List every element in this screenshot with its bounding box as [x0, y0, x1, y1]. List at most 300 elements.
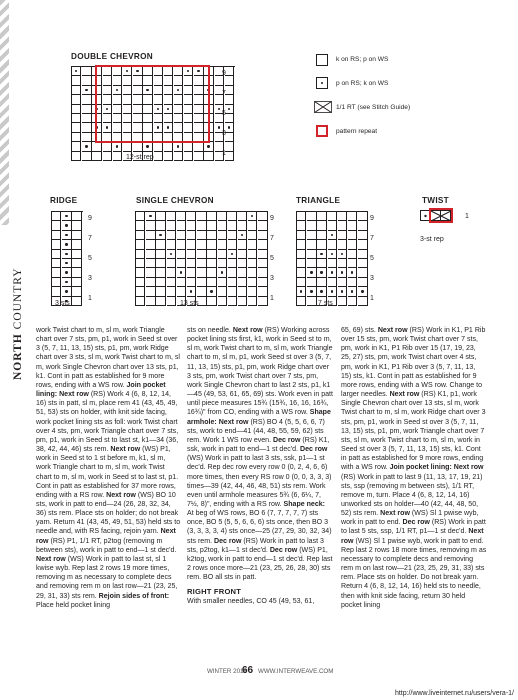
- chart-cell: [248, 268, 257, 277]
- chart-cell: [225, 152, 234, 161]
- chart-cell: [72, 287, 81, 296]
- chart-cell: [238, 250, 247, 259]
- chart-cell: [156, 287, 165, 296]
- chart-cell: [358, 259, 367, 268]
- text-run: 65, 69) sts.: [341, 327, 378, 334]
- chart-cell: [238, 278, 247, 287]
- chart-cell: [338, 250, 347, 259]
- chart-cell: [248, 221, 257, 230]
- chart-cell: [146, 240, 155, 249]
- chart-cell: [197, 287, 206, 296]
- chart-cell: [358, 221, 367, 230]
- chart-cell: [167, 240, 176, 249]
- chart-cell: [177, 250, 186, 259]
- chart-cell: [238, 240, 247, 249]
- chart-cell: [187, 259, 196, 268]
- chart-cell: [156, 212, 165, 221]
- text-run: Place held pocket lining: [36, 601, 111, 609]
- chart-cell: [136, 212, 145, 221]
- chart-cell: [113, 142, 122, 151]
- chart-cell: [238, 287, 247, 296]
- chart-cell: [156, 297, 165, 306]
- row-number: 5: [222, 110, 226, 117]
- chart-cell: [348, 268, 357, 277]
- chart-cell: [62, 212, 71, 221]
- chart-cell: [82, 133, 91, 142]
- chart-cell: [154, 152, 163, 161]
- row-number: 1: [88, 295, 92, 302]
- chart-cell: [167, 278, 176, 287]
- chart-cell: [174, 142, 183, 151]
- chart-cell: [197, 212, 206, 221]
- chart-cell: [72, 278, 81, 287]
- chart-cell: [358, 297, 367, 306]
- chart-cell: [317, 250, 326, 259]
- text-column-1: [36, 326, 182, 610]
- text-run: Next row: [36, 528, 176, 545]
- chart-cell: [194, 142, 203, 151]
- chart-cell: [228, 287, 237, 296]
- chart-cell: [82, 67, 91, 76]
- double-chevron-caption: 12-st rep: [126, 154, 154, 161]
- chart-cell: [228, 259, 237, 268]
- chart-cell: [187, 287, 196, 296]
- chart-cell: [248, 231, 257, 240]
- chart-cell: [72, 133, 81, 142]
- chart-cell: [72, 250, 81, 259]
- chart-cell: [72, 76, 81, 85]
- chart-cell: [317, 212, 326, 221]
- chart-cell: [187, 240, 196, 249]
- chart-cell: [62, 287, 71, 296]
- chart-cell: [154, 142, 163, 151]
- row-number: 1: [222, 150, 226, 157]
- chart-cell: [248, 259, 257, 268]
- chart-cell: [348, 221, 357, 230]
- chart-cell: [328, 212, 337, 221]
- chart-cell: [248, 212, 257, 221]
- chart-cell: [348, 212, 357, 221]
- chart-cell: [207, 287, 216, 296]
- chart-cell: [218, 231, 227, 240]
- text-run: Rejoin sides of front:: [98, 592, 170, 600]
- chart-cell: [62, 221, 71, 230]
- text-run: Join pocket lining: Next row: [389, 464, 484, 472]
- chart-cell: [207, 297, 216, 306]
- chart-cell: [82, 152, 91, 161]
- chart-cell: [248, 278, 257, 287]
- chart-cell: [156, 221, 165, 230]
- chart-cell: [297, 250, 306, 259]
- right-twist-icon: [314, 101, 332, 113]
- text-run: (RS) BO 4 (5, 5, 6, 6, 7) sts, work to end—41 (44, 48, 55, 59, 62) sts rem. Work 1 WS row even.: [187, 418, 325, 444]
- chart-cell: [207, 278, 216, 287]
- chart-cell: [297, 221, 306, 230]
- chart-cell: [307, 297, 316, 306]
- chart-cell: [197, 250, 206, 259]
- chart-cell: [207, 212, 216, 221]
- row-number: 5: [370, 255, 374, 262]
- chart-cell: [204, 142, 213, 151]
- chart-cell: [307, 212, 316, 221]
- chart-cell: [338, 268, 347, 277]
- chart-cell: [184, 142, 193, 151]
- chart-cell: [82, 76, 91, 85]
- chart-cell: [338, 278, 347, 287]
- chart-cell: [167, 250, 176, 259]
- chart-cell: [187, 250, 196, 259]
- text-run: Next row: [110, 446, 143, 454]
- chart-cell: [307, 231, 316, 240]
- chart-cell: [52, 278, 61, 287]
- chart-cell: [52, 240, 61, 249]
- chart-cell: [218, 268, 227, 277]
- chart-cell: [52, 231, 61, 240]
- text-run: Next row: [377, 327, 410, 334]
- chart-cell: [258, 212, 267, 221]
- text-run: With smaller needles, CO 45 (49, 53, 61,: [187, 597, 315, 605]
- chart-cell: [338, 231, 347, 240]
- chart-cell: [218, 278, 227, 287]
- twist-repeat-box: [429, 208, 453, 223]
- chart-cell: [82, 86, 91, 95]
- text-run: Next row: [389, 391, 422, 399]
- text-run: Next row: [106, 491, 138, 499]
- legend-knit: k on RS; p on WS: [336, 56, 389, 63]
- chart-cell: [72, 105, 81, 114]
- text-run: Dec row: [273, 436, 303, 444]
- chart-cell: [358, 287, 367, 296]
- chart-cell: [317, 287, 326, 296]
- chart-cell: [228, 240, 237, 249]
- text-run: (RS) Work 4 (6, 8, 12, 14, 16) sts in patt, sl m, place rem 41 (43, 45, 49, 51, 53) sts on holder, with knit side facing, work pocket lining sts as foll: work Twist chart over 4 sts, pm, work Triangle chart over 7 sts, pm, p1, work in Seed st to last st, k1—34 (36, 38, 42, 44, 46) sts rem.: [36, 391, 179, 454]
- pattern-repeat-box: [95, 65, 210, 143]
- chart-cell: [136, 287, 145, 296]
- chart-cell: [167, 287, 176, 296]
- triangle-chart: [296, 211, 368, 306]
- chart-cell: [348, 278, 357, 287]
- text-run: Shape armhole: Next row: [187, 409, 331, 426]
- chart-cell: [72, 152, 81, 161]
- chart-cell: [72, 67, 81, 76]
- chart-cell: [317, 278, 326, 287]
- chart-cell: [218, 259, 227, 268]
- chart-cell: [62, 268, 71, 277]
- chart-cell: [358, 231, 367, 240]
- row-number: 1: [370, 295, 374, 302]
- section-banner: [0, 240, 24, 380]
- chart-cell: [328, 287, 337, 296]
- chart-cell: [307, 268, 316, 277]
- chart-cell: [52, 212, 61, 221]
- banner-part1: NORTH: [12, 333, 24, 380]
- chart-cell: [297, 212, 306, 221]
- chart-title-ridge: RIDGE: [50, 196, 78, 205]
- chart-cell: [328, 278, 337, 287]
- text-run: (WS) Sl 1 pwise wyb, work in patt to end.: [341, 510, 479, 527]
- chart-cell: [156, 250, 165, 259]
- chart-cell: [297, 259, 306, 268]
- chart-cell: [307, 221, 316, 230]
- chart-cell: [317, 221, 326, 230]
- chart-cell: [307, 250, 316, 259]
- chart-cell: [317, 231, 326, 240]
- chart-cell: [225, 114, 234, 123]
- row-number: 9: [370, 215, 374, 222]
- row-number: 7: [222, 90, 226, 97]
- legend-repeat: pattern repeat: [336, 128, 378, 135]
- text-run: (RS) Work in patt to last 5 sts, ssp, 1/1 RT, p1—1 st dec'd.: [341, 519, 486, 536]
- footer-issue: WINTER 2016: [207, 668, 247, 675]
- chart-cell: [156, 268, 165, 277]
- chart-cell: [207, 231, 216, 240]
- chart-cell: [177, 240, 186, 249]
- chart-cell: [218, 212, 227, 221]
- chart-cell: [197, 221, 206, 230]
- chart-cell: [72, 123, 81, 132]
- chart-cell: [92, 152, 101, 161]
- chart-cell: [218, 221, 227, 230]
- text-run: work Twist chart to m, sl m, work Triangle chart over 7 sts, pm, p1, work in Seed st over 3 (5, 7, 11, 13, 15) sts, p1, pm, work Ridge chart over 3 sts, sl m, work Twist chart to m, sl m, work Single Chevron chart over 13 sts, p1, k1. Cont in patt as established for 9 more rows, ending with a WS row.: [36, 327, 180, 389]
- chart-cell: [187, 231, 196, 240]
- chart-title-double-chevron: DOUBLE CHEVRON: [71, 52, 153, 61]
- chart-title-triangle: TRIANGLE: [296, 196, 341, 205]
- chart-cell: [258, 287, 267, 296]
- text-run: Shape neck:: [283, 500, 326, 508]
- text-run: (RS) K1, ssk, work in patt to end—1 st dec'd.: [187, 436, 330, 454]
- chart-cell: [348, 287, 357, 296]
- chart-cell: [177, 278, 186, 287]
- chart-cell: [297, 278, 306, 287]
- ridge-caption: 3 sts: [55, 300, 70, 307]
- chart-cell: [156, 231, 165, 240]
- row-number: 5: [270, 255, 274, 262]
- chart-cell: [225, 95, 234, 104]
- chart-cell: [228, 231, 237, 240]
- chart-cell: [167, 212, 176, 221]
- text-run: (WS) Work in patt to last st, sl 1 kwise wyb. Rep last 2 rows 19 more times, removing m as necessary to complete decs and removing rem m on last row—21 (23, 25, 29, 31, 33) sts rem.: [36, 555, 178, 600]
- chart-cell: [317, 240, 326, 249]
- chart-cell: [62, 259, 71, 268]
- text-run: (RS) Work in patt to last 9 (11, 13, 17, 19, 21) sts, ssp (removing m between sts), 1/1 RT, remove m, turn. Place 4 (6, 8, 12, 14, 16) unworked sts on holder—40 (42, 44, 48, 50, 52) sts rem.: [341, 473, 483, 518]
- single-chevron-caption: 13 sts: [180, 300, 199, 307]
- chart-cell: [184, 152, 193, 161]
- chart-cell: [187, 268, 196, 277]
- chart-cell: [225, 123, 234, 132]
- chart-cell: [156, 259, 165, 268]
- chart-cell: [146, 297, 155, 306]
- chart-cell: [258, 231, 267, 240]
- chart-cell: [197, 268, 206, 277]
- legend-purl: p on RS; k on WS: [336, 80, 389, 87]
- text-run: Join pocket lining: Next row: [36, 381, 166, 399]
- chart-cell: [358, 278, 367, 287]
- chart-cell: [146, 268, 155, 277]
- chart-cell: [72, 297, 81, 306]
- chart-cell: [133, 142, 142, 151]
- chart-cell: [146, 259, 155, 268]
- chart-cell: [328, 250, 337, 259]
- chart-cell: [238, 268, 247, 277]
- chart-title-single-chevron: SINGLE CHEVRON: [136, 196, 214, 205]
- chart-cell: [225, 142, 234, 151]
- chart-cell: [258, 278, 267, 287]
- chart-cell: [358, 268, 367, 277]
- chart-cell: [136, 221, 145, 230]
- chart-cell: [187, 221, 196, 230]
- text-run: Next row: [380, 510, 412, 518]
- chart-cell: [204, 152, 213, 161]
- text-run: (WS) BO 10 sts, work in patt to end—24 (26, 28, 32, 34, 36) sts rem. Place sts on holder; do not break yarn. Return 41 (43, 45, 49, 51, 53) held sts to needle and, with RS facing, rejoin yarn.: [36, 491, 181, 536]
- chart-cell: [197, 231, 206, 240]
- chart-cell: [52, 250, 61, 259]
- chart-cell: [143, 142, 152, 151]
- chart-cell: [328, 231, 337, 240]
- text-run: Dec row: [269, 546, 300, 554]
- chart-cell: [248, 250, 257, 259]
- text-run: sts on needle.: [187, 327, 233, 334]
- text-run: (RS) Working across pocket lining sts first, k1, work in Seed st to m, sl m, work Twist chart to m, sl m, work Triangle chart to m, sl m, p1, work Seed st over 3 (5, 7, 11, 13, 15) sts, p1, pm, work Ridge chart over 3 sts, pm, work Twist chart over 7 sts, pm, work Single Chevron chart to last 2 sts, p1, k1—45 (49, 53, 61, 65, 69) sts. Work even in patt until piece measures 15¾ (15¾, 16, 16, 16¾, 16¾)" from CO, ending with a WS row.: [187, 327, 333, 417]
- chart-cell: [72, 240, 81, 249]
- chart-cell: [238, 231, 247, 240]
- text-column-3: [341, 326, 487, 610]
- chart-cell: [248, 240, 257, 249]
- text-run: Next row: [232, 327, 265, 334]
- banner-part2: COUNTRY: [12, 267, 24, 330]
- chart-cell: [52, 259, 61, 268]
- chart-cell: [258, 259, 267, 268]
- chart-cell: [228, 250, 237, 259]
- chart-cell: [348, 259, 357, 268]
- row-number: 5: [88, 255, 92, 262]
- chart-cell: [358, 212, 367, 221]
- single-chevron-chart: [135, 211, 268, 306]
- chart-cell: [113, 152, 122, 161]
- ridge-chart: [51, 211, 83, 306]
- chart-cell: [215, 76, 224, 85]
- legend-right-twist: 1/1 RT (see Stitch Guide): [336, 104, 411, 111]
- row-number: 7: [88, 235, 92, 242]
- chart-cell: [167, 259, 176, 268]
- page-number: 66: [242, 665, 254, 676]
- text-run: (WS) Work in patt to last 3 sts, ssk, p1—1 st dec'd. Rep dec row every row 0 (0, 2, 4, 6, 6) more times, then every RS row 0 (0, 0, 3, 3, 3) times—39 (42, 44, 46, 48, 51) sts rem. Work even until armhole measures 5¾ (6, 6¼, 7, 7½, 8)", ending with a RS row.: [187, 455, 332, 508]
- chart-cell: [307, 259, 316, 268]
- text-run: Next row: [36, 555, 68, 563]
- chart-cell: [228, 212, 237, 221]
- chart-cell: [297, 287, 306, 296]
- chart-cell: [72, 95, 81, 104]
- chart-cell: [156, 240, 165, 249]
- chart-cell: [297, 268, 306, 277]
- chart-cell: [146, 287, 155, 296]
- chart-cell: [338, 297, 347, 306]
- text-column-2: [187, 326, 333, 606]
- chart-cell: [207, 240, 216, 249]
- chart-cell: [218, 297, 227, 306]
- chart-cell: [328, 240, 337, 249]
- knit-symbol-icon: [316, 54, 328, 66]
- row-number: 1: [270, 295, 274, 302]
- chart-cell: [297, 231, 306, 240]
- chart-cell: [146, 212, 155, 221]
- chart-cell: [72, 259, 81, 268]
- chart-cell: [228, 268, 237, 277]
- chart-cell: [225, 86, 234, 95]
- chart-cell: [82, 123, 91, 132]
- chart-cell: [194, 152, 203, 161]
- chart-cell: [338, 221, 347, 230]
- chart-cell: [167, 297, 176, 306]
- chart-cell: [52, 268, 61, 277]
- text-run: (RS) P1, 1/1 RT, p2tog (removing m between sts), work in patt to end—1 st dec'd.: [36, 537, 177, 554]
- chart-cell: [167, 231, 176, 240]
- row-number: 9: [222, 70, 226, 77]
- chart-cell: [348, 250, 357, 259]
- chart-cell: [238, 212, 247, 221]
- footer-site: WWW.INTERWEAVE.COM: [258, 668, 334, 675]
- chart-cell: [146, 250, 155, 259]
- chart-cell: [307, 278, 316, 287]
- chart-cell: [218, 240, 227, 249]
- chart-cell: [348, 240, 357, 249]
- chart-cell: [225, 105, 234, 114]
- chart-cell: [348, 297, 357, 306]
- chart-cell: [82, 105, 91, 114]
- text-run: Dec row: [214, 537, 244, 545]
- row-number: 3: [270, 275, 274, 282]
- chart-cell: [177, 221, 186, 230]
- text-run: RIGHT FRONT: [187, 587, 242, 597]
- chart-cell: [82, 114, 91, 123]
- chart-cell: [62, 250, 71, 259]
- chart-cell: [228, 297, 237, 306]
- row-number: 9: [270, 215, 274, 222]
- chart-cell: [177, 259, 186, 268]
- row-number: 1: [465, 213, 469, 220]
- chart-cell: [358, 240, 367, 249]
- chart-cell: [136, 278, 145, 287]
- chart-cell: [123, 142, 132, 151]
- chart-cell: [238, 259, 247, 268]
- chart-cell: [72, 142, 81, 151]
- chart-cell: [358, 250, 367, 259]
- chart-cell: [62, 231, 71, 240]
- text-run: Next row: [341, 528, 484, 545]
- chart-cell: [338, 240, 347, 249]
- chart-cell: [136, 259, 145, 268]
- chart-cell: [177, 231, 186, 240]
- chart-cell: [218, 250, 227, 259]
- chart-cell: [258, 268, 267, 277]
- chart-cell: [238, 297, 247, 306]
- chart-cell: [136, 240, 145, 249]
- twist-caption: 3-st rep: [420, 236, 444, 243]
- chart-cell: [72, 212, 81, 221]
- chart-cell: [218, 287, 227, 296]
- triangle-caption: 7 sts: [318, 300, 333, 307]
- chart-cell: [72, 231, 81, 240]
- row-number: 7: [270, 235, 274, 242]
- chart-cell: [248, 297, 257, 306]
- chart-cell: [72, 268, 81, 277]
- text-run: (RS) Work in patt to last 3 sts, p2tog, k1—1 st dec'd.: [187, 537, 324, 554]
- chart-cell: [197, 259, 206, 268]
- chart-cell: [197, 278, 206, 287]
- text-run: Dec row: [402, 519, 432, 527]
- chart-cell: [338, 287, 347, 296]
- chart-cell: [92, 142, 101, 151]
- chart-cell: [338, 259, 347, 268]
